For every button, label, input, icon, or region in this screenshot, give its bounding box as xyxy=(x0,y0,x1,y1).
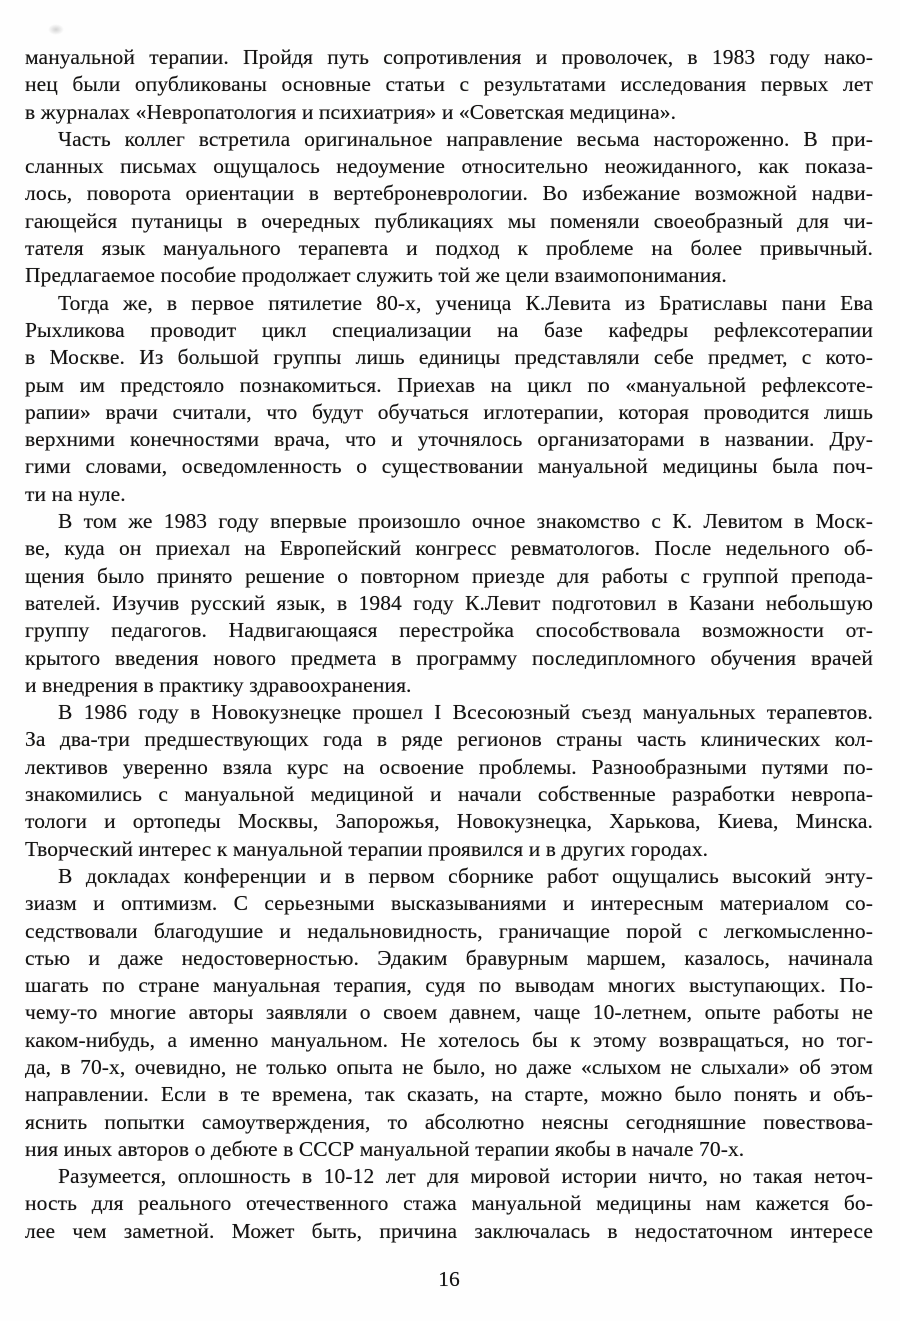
text-line: сланных письмах ощущалось недоумение относительно неожиданного, как показа- xyxy=(25,154,873,179)
paragraph xyxy=(25,863,873,1163)
text-line: в Москве. Из большой группы лишь единицы представляли себе предмет, с кото- xyxy=(25,345,873,370)
text-line: ния иных авторов о дебюте в СССР мануальной терапии якобы в начале 70-х. xyxy=(25,1136,745,1161)
paragraph xyxy=(25,126,873,290)
text-line: ность для реального отечественного стажа мануальной медицины нам кажется бо- xyxy=(25,1191,873,1216)
text-line: Рыхликова проводит цикл специализации на базе кафедры рефлексотерапии xyxy=(25,317,873,342)
text-line: гающейся путаницы в очередных публикациях мы поменяли своеобразный для чи- xyxy=(25,208,873,233)
text-line: Разумеется, оплошность в 10-12 лет для мировой истории ничто, но такая неточ- xyxy=(58,1164,873,1189)
text-line: лось, поворота ориентации в вертеброневрологии. Во избежание возможной надви- xyxy=(25,181,873,206)
text-line: чему-то многие авторы заявляли о своем давнем, чаще 10-летнем, опыте работы не xyxy=(25,1000,873,1025)
text-line: вателей. Изучив русский язык, в 1984 году К.Левит подготовил в Казани небольшую xyxy=(25,590,873,615)
text-line: и внедрения в практику здравоохранения. xyxy=(25,672,412,697)
text-line: тологи и ортопеды Москвы, Запорожья, Новокузнецка, Харькова, Киева, Минска. xyxy=(25,809,873,834)
text-line: мануальной терапии. Пройдя путь сопротивления и проволочек, в 1983 году нако- xyxy=(25,45,873,69)
text-line: верхними конечностями врача, что и уточнялось организаторами в названии. Дру- xyxy=(25,427,873,452)
paragraph xyxy=(25,290,873,508)
text-line: За два-три предшествующих года в ряде регионов страны часть клинических кол- xyxy=(25,727,873,752)
text-line: щения было принято решение о повторном приезде для работы с группой препода- xyxy=(25,563,873,588)
text-line: Предлагаемое пособие продолжает служить той же цели взаимопонимания. xyxy=(25,263,727,288)
paragraph xyxy=(25,1163,873,1245)
text-line: Часть коллег встретила оригинальное направление весьма настороженно. В при- xyxy=(58,126,873,151)
text-line: знакомились с мануальной медициной и начали собственные разработки невропа- xyxy=(25,782,873,807)
paragraph xyxy=(25,699,873,863)
text-line: нец были опубликованы основные статьи с результатами исследования первых лет xyxy=(25,72,873,97)
text-line: группу педагогов. Надвигающаяся перестройка способствовала возможности от- xyxy=(25,618,873,643)
text-line: Тогда же, в первое пятилетие 80-х, ученица К.Левита из Братиславы пани Ева xyxy=(58,290,873,315)
text-line: в журналах «Невропатология и психиатрия» и «Советская медицина». xyxy=(25,99,677,124)
text-line: шагать по стране мануальная терапия, судя по выводам многих выступающих. По- xyxy=(25,973,873,998)
text-line: В том же 1983 году впервые произошло очное знакомство с К. Левитом в Моск- xyxy=(58,509,873,534)
text-line: направлении. Если в те времена, так сказать, на старте, можно было понять и объ- xyxy=(25,1082,873,1107)
text-line: седствовали благодушие и недальновидность, граничащие порой с легкомысленно- xyxy=(25,918,873,943)
text-line: рым им предстояло познакомиться. Приехав на цикл по «мануальной рефлексоте- xyxy=(25,372,873,397)
scan-smudge-artifact xyxy=(48,24,64,35)
text-line: ве, куда он приехал на Европейский конгресс ревматологов. После недельного об- xyxy=(25,536,873,561)
text-line: лективов уверенно взяла курс на освоение проблемы. Разнообразными путями по- xyxy=(25,754,873,779)
text-line: Творческий интерес к мануальной терапии проявился и в других городах. xyxy=(25,836,709,861)
text-line: В докладах конференции и в первом сборнике работ ощущались высокий энту- xyxy=(58,863,873,888)
text-line: да, в 70-х, очевидно, не только опыта не было, но даже «слыхом не слыхали» об этом xyxy=(25,1054,873,1079)
text-line: крытого введения нового предмета в программу последипломного обучения врачей xyxy=(25,645,873,670)
text-line: зиазм и оптимизм. С серьезными высказываниями и интересным материалом со- xyxy=(25,891,873,916)
text-line: лее чем заметной. Может быть, причина заключалась в недостаточном интересе xyxy=(25,1218,873,1243)
page-text xyxy=(25,44,873,1245)
text-line: тателя язык мануального терапевта и подход к проблеме на более привычный. xyxy=(25,236,873,261)
text-line: гими словами, осведомленность о существовании мануальной медицины была поч- xyxy=(25,454,873,479)
text-line: рапии» врачи считали, что будут обучаться иглотерапии, которая проводится лишь xyxy=(25,399,873,424)
text-line: стью и даже недостоверностью. Эдаким бравурным маршем, казалось, начинала xyxy=(25,945,873,970)
text-line: каком-нибудь, а именно мануальном. Не хотелось бы к этому возвращаться, но тог- xyxy=(25,1027,873,1052)
page-number: 16 xyxy=(438,1267,460,1291)
text-line: ти на нуле. xyxy=(25,481,126,506)
text-line: В 1986 году в Новокузнецке прошел I Всесоюзный съезд мануальных терапевтов. xyxy=(58,700,873,725)
paragraph xyxy=(25,508,873,699)
paragraph xyxy=(25,44,873,126)
text-line: яснить попытки самоутверждения, то абсолютно неясны сегодняшние повествова- xyxy=(25,1109,873,1134)
